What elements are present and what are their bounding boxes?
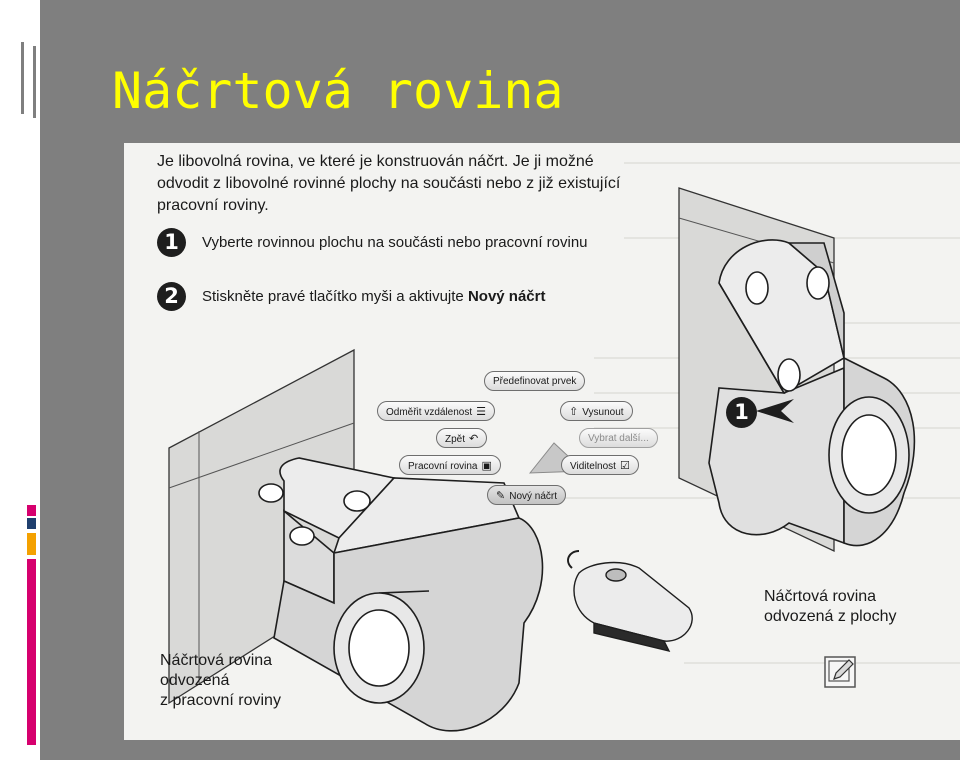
illustration-figure: [124, 143, 960, 740]
accent-bar-navy: [27, 518, 36, 529]
caption-right-line-2: odvozená z plochy: [764, 608, 897, 625]
menu-item-select-other-label: Vybrat další...: [588, 433, 649, 444]
caption-left-line-1: Náčrtová rovina: [160, 652, 273, 669]
menu-item-measure-label: Odměřit vzdálenost: [386, 407, 473, 418]
step-2-text: [202, 288, 545, 305]
step-1-label: Vyberte rovinnou plochu na součásti nebo pracovní rovinu: [202, 234, 588, 251]
menu-item-undo[interactable]: [436, 428, 487, 448]
menu-item-work-plane[interactable]: [399, 455, 501, 475]
work-plane-icon: ▣: [481, 459, 492, 472]
step-2-bold-label: Nový náčrt: [467, 288, 546, 305]
caption-left-line-3: z pracovní roviny: [160, 692, 281, 709]
menu-item-redefine-label: Předefinovat prvek: [493, 376, 577, 387]
sketch-icon: ✎: [496, 489, 506, 502]
callout-1-badge: 1: [726, 397, 757, 428]
accent-bar-pink: [27, 559, 36, 745]
accent-bar-orange: [27, 533, 36, 555]
step-1-text: [202, 234, 588, 251]
caption-right-line-1: Náčrtová rovina: [764, 588, 877, 605]
menu-item-select-other: [579, 428, 658, 448]
menu-item-redefine[interactable]: [484, 371, 585, 391]
menu-item-measure[interactable]: [377, 401, 495, 421]
intro-text: Je libovolná rovina, ve které je konstruován náčrt. Je ji možné odvodit z libovolné rovinné plochy na součásti nebo z již existující pracovní roviny.: [157, 153, 621, 214]
mouse-illustration: [568, 551, 692, 651]
menu-item-new-sketch[interactable]: [487, 485, 566, 505]
menu-item-visibility-label: Viditelnost: [570, 461, 616, 472]
slide-title: Náčrtová rovina: [112, 62, 564, 120]
ruler-icon: ☰: [476, 405, 487, 418]
step-1-badge: 1: [157, 228, 186, 257]
decorative-bars-icon: [0, 0, 60, 130]
menu-item-new-sketch-label: Nový náčrt: [509, 491, 558, 502]
new-sketch-icon: [822, 654, 858, 690]
caption-left: [160, 651, 281, 711]
checkbox-icon: ☑: [619, 459, 630, 472]
caption-left-line-2: odvozená: [160, 672, 230, 689]
step-2-label: Stiskněte pravé tlačítko myši a aktivujte: [202, 288, 468, 305]
accent-bar-magenta: [27, 505, 36, 516]
menu-item-work-plane-label: Pracovní rovina: [408, 461, 478, 472]
menu-item-undo-label: Zpět: [445, 434, 466, 445]
menu-item-visibility[interactable]: [561, 455, 639, 475]
step-2-badge: 2: [157, 282, 186, 311]
undo-icon: ↶: [469, 432, 479, 445]
menu-item-extrude[interactable]: [560, 401, 633, 421]
caption-right: [764, 587, 897, 627]
menu-item-extrude-label: Vysunout: [582, 407, 624, 418]
extrude-icon: ⇧: [569, 405, 579, 418]
